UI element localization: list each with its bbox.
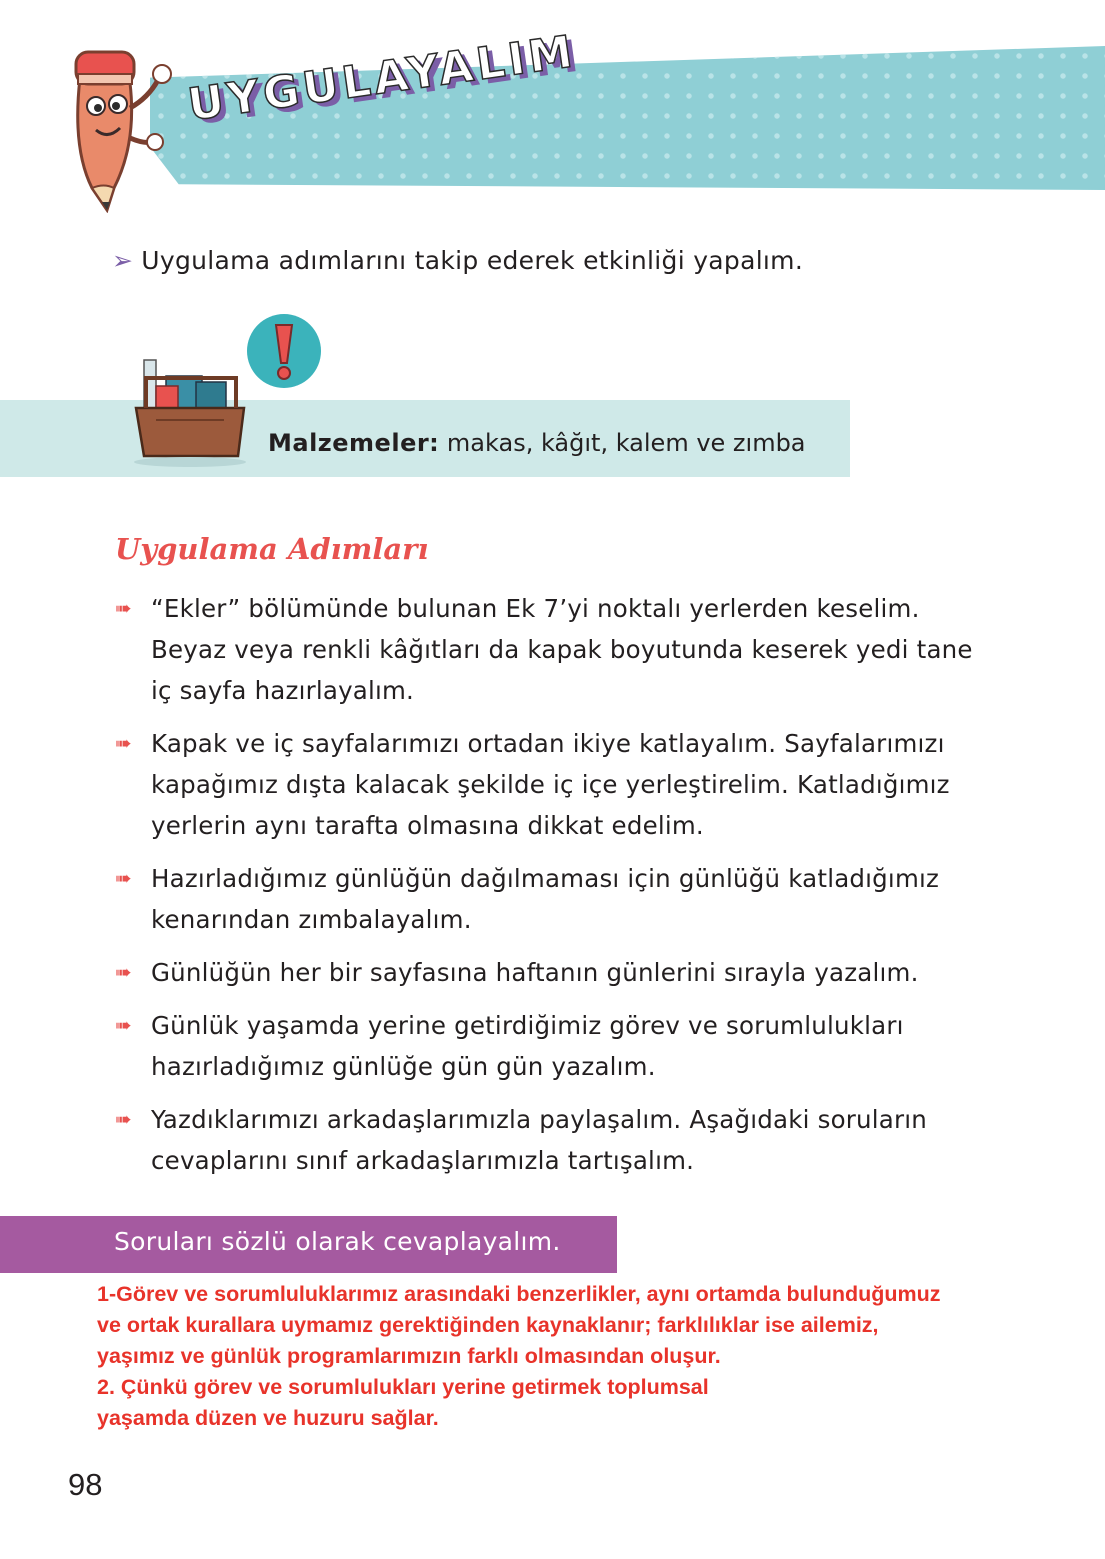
answer-line: ve ortak kurallara uymamız gerektiğinden kaynaklanır; farklılıklar ise ailemiz, <box>97 1313 879 1337</box>
step-line: “Ekler” bölümünde bulunan Ek 7’yi noktalı yerlerden keselim. <box>151 594 920 623</box>
step-item <box>115 588 995 711</box>
arrow-bullet-icon: ➠ <box>115 596 132 620</box>
step-item <box>115 1005 995 1087</box>
page-number: 98 <box>68 1467 103 1502</box>
step-line: Yazdıklarımızı arkadaşlarımızla paylaşalım. Aşağıdaki soruların <box>151 1105 928 1134</box>
step-item <box>115 952 995 993</box>
page-title: UYGULAYALIM <box>184 26 580 131</box>
step-item <box>115 723 995 846</box>
arrow-bullet-icon: ➠ <box>115 1013 132 1037</box>
step-item <box>115 858 995 940</box>
materials-line <box>268 429 806 457</box>
answer-line: 1-Görev ve sorumluluklarımız arasındaki benzerlikler, aynı ortamda bulunduğumuz <box>97 1282 941 1306</box>
answers-block <box>97 1279 1087 1434</box>
answer-line: 2. Çünkü görev ve sorumlulukları yerine getirmek toplumsal <box>97 1375 709 1399</box>
step-line: kapağımız dışta kalacak şekilde iç içe yerleştirelim. Katladığımız <box>151 770 950 799</box>
answer-line: yaşımız ve günlük programlarımızın farklı olmasından oluşur. <box>97 1344 721 1368</box>
arrow-bullet-icon: ➠ <box>115 866 132 890</box>
steps-list <box>115 588 995 1193</box>
arrow-bullet-icon: ➠ <box>115 731 132 755</box>
materials-label: Malzemeler: <box>268 429 440 457</box>
steps-title: Uygulama Adımları <box>115 532 429 566</box>
intro-text: Uygulama adımlarını takip ederek etkinliği yapalım. <box>141 246 804 275</box>
arrow-bullet-icon: ➠ <box>115 1107 132 1131</box>
arrow-bullet-icon: ➠ <box>115 960 132 984</box>
step-line: Kapak ve iç sayfalarımızı ortadan ikiye katlayalım. Sayfalarımızı <box>151 729 945 758</box>
arrow-icon: ➢ <box>112 246 134 275</box>
step-line: iç sayfa hazırlayalım. <box>151 676 415 705</box>
step-line: cevaplarını sınıf arkadaşlarımızla tartışalım. <box>151 1146 695 1175</box>
step-line: Günlük yaşamda yerine getirdiğimiz görev ve sorumlulukları <box>151 1011 904 1040</box>
questions-heading: Soruları sözlü olarak cevaplayalım. <box>114 1227 561 1256</box>
step-line: Günlüğün her bir sayfasına haftanın günlerini sırayla yazalım. <box>151 958 919 987</box>
step-line: yerlerin aynı tarafta olmasına dikkat edelim. <box>151 811 704 840</box>
toolbox-icon <box>126 358 256 468</box>
step-line: kenarından zımbalayalım. <box>151 905 472 934</box>
step-line: Hazırladığımız günlüğün dağılmaması için günlüğü katladığımız <box>151 864 940 893</box>
intro-instruction <box>112 246 803 275</box>
pencil-mascot-icon <box>52 38 182 213</box>
step-line: hazırladığımız günlüğe gün gün yazalım. <box>151 1052 656 1081</box>
step-item <box>115 1099 995 1181</box>
step-line: Beyaz veya renkli kâğıtları da kapak boyutunda keserek yedi tane <box>151 635 973 664</box>
materials-items: makas, kâğıt, kalem ve zımba <box>446 429 806 457</box>
exclamation-icon <box>246 313 322 389</box>
answer-line: yaşamda düzen ve huzuru sağlar. <box>97 1406 439 1430</box>
